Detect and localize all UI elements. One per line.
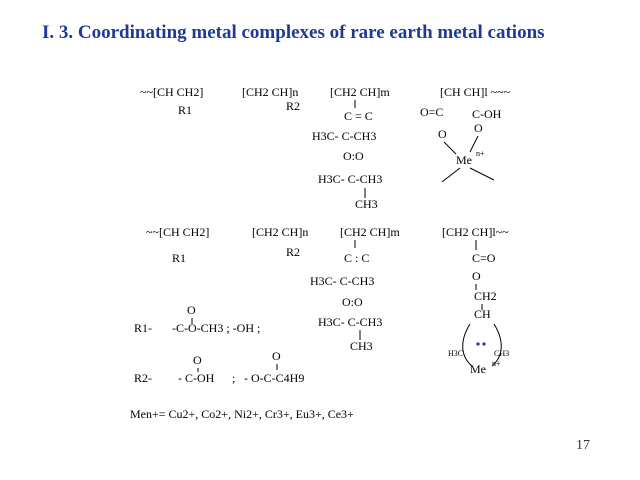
metal-ion: Me [470, 362, 486, 376]
ester-oo: O:O [343, 149, 364, 163]
slide-title: I. 3. Coordinating metal complexes of rare earth metal cations [42, 22, 545, 43]
chain-segment-3: [CH2 CH]m [340, 225, 400, 239]
substituent-r2: R2 [286, 99, 301, 113]
ester-ch3: CH3 [355, 197, 378, 211]
ligand-methyl-right: CH3 [494, 349, 510, 358]
electron-dot [482, 342, 485, 345]
ligand-oxygen: O [472, 269, 481, 283]
structure-a [140, 85, 511, 211]
page-number: 17 [576, 438, 590, 453]
chain-segment-2: [CH2 CH]n [252, 225, 309, 239]
coordination-bond [444, 142, 456, 154]
chain-segment-3: [CH2 CH]m [330, 85, 390, 99]
r1-carbonyl-oxygen: O [187, 303, 196, 317]
ester-carbon: C : C [344, 251, 370, 265]
ester-carbon: C = C [344, 109, 373, 123]
acid-oxygen-2: O [474, 121, 483, 135]
chelate-arc-left [463, 324, 472, 366]
ester-ch3: CH3 [350, 339, 373, 353]
chain-segment-1: ~~[CH CH2] [140, 85, 204, 99]
substituent-r1: R1 [178, 103, 193, 117]
substituent-r1: R1 [172, 251, 187, 265]
coordination-bond [470, 168, 494, 180]
acid-oxygen: O [438, 127, 447, 141]
ester-fragment-1: H3C- C-CH3 [310, 274, 375, 288]
electron-dot [476, 342, 479, 345]
coordination-bond [442, 168, 460, 182]
metal-cation-list: Men+= Cu2+, Co2+, Ni2+, Cr3+, Eu3+, Ce3+ [130, 407, 354, 421]
chain-segment-4: [CH CH]l ~~~ [440, 85, 511, 99]
ligand-ch: CH [474, 307, 491, 321]
chain-segment-4: [CH2 CH]l~~ [442, 225, 509, 239]
r2-label: R2- [134, 371, 152, 385]
metal-charge: n+ [492, 359, 501, 368]
ester-fragment-2: H3C- C-CH3 [318, 172, 383, 186]
r1-formula: -C-O-CH3 ; -OH ; [172, 321, 261, 335]
ester-fragment-1: H3C- C-CH3 [312, 129, 377, 143]
r2-carbonyl-oxygen-2: O [272, 349, 281, 363]
ester-oo: O:O [342, 295, 363, 309]
acid-carbon: O=C [420, 105, 444, 119]
r2-formula-2: - O-C-C4H9 [244, 371, 305, 385]
substituent-r2: R2 [286, 245, 301, 259]
ligand-carbonyl: C=O [472, 251, 496, 265]
metal-charge: n+ [476, 149, 485, 158]
r1-label: R1- [134, 321, 152, 335]
r2-separator: ; [232, 371, 236, 385]
chain-segment-2: [CH2 CH]n [242, 85, 299, 99]
ligand-ch2: CH2 [474, 289, 497, 303]
r2-carbonyl-oxygen-1: O [193, 353, 202, 367]
acid-oh: C-OH [472, 107, 502, 121]
metal-ion: Me [456, 153, 472, 167]
ester-fragment-2: H3C- C-CH3 [318, 315, 383, 329]
ligand-methyl-left: H3C [448, 349, 464, 358]
chain-segment-1: ~~[CH CH2] [146, 225, 210, 239]
r2-formula-1: - C-OH [178, 371, 215, 385]
